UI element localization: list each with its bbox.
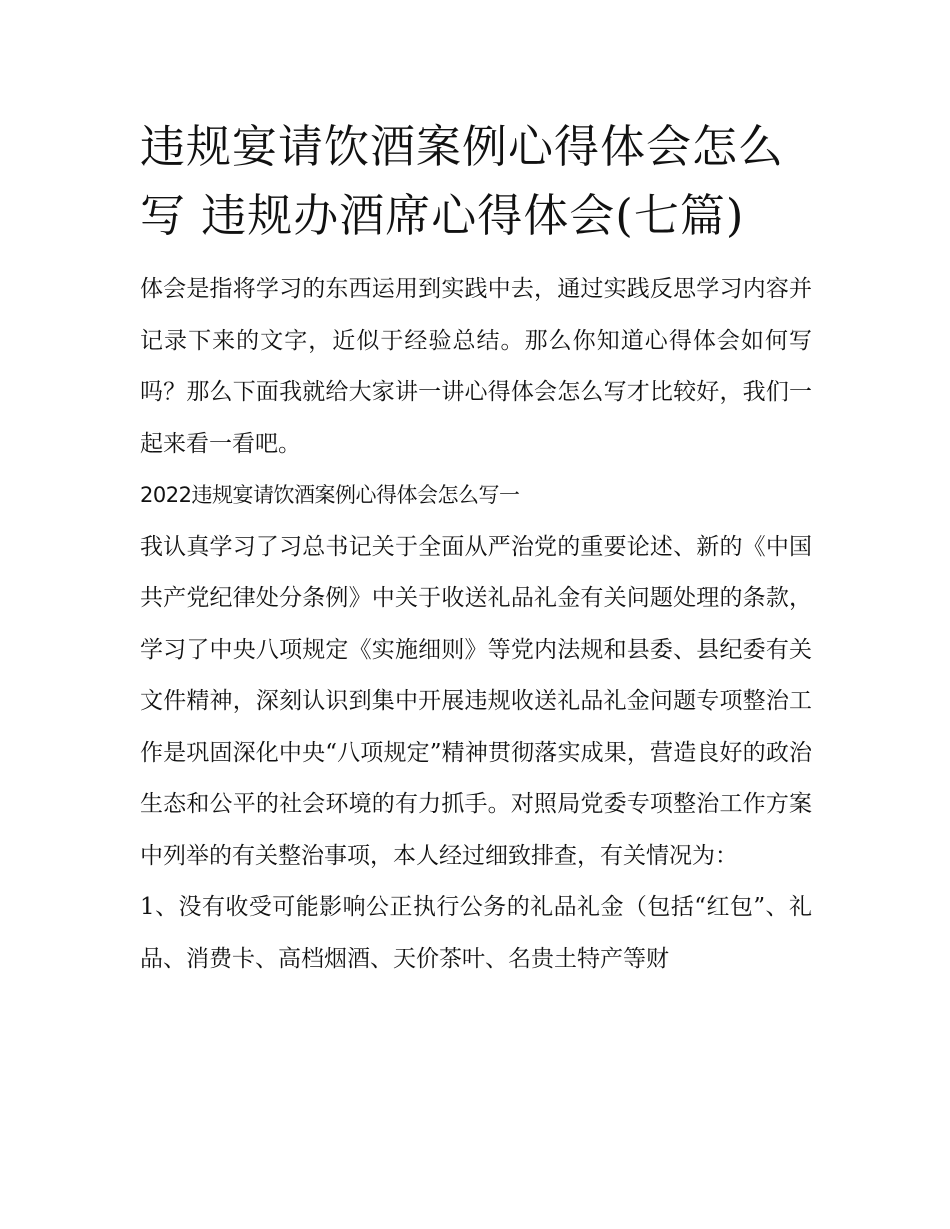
body-paragraph-2: 1、没有收受可能影响公正执行公务的礼品礼金（包括“红包”、礼品、消费卡、高档烟酒、天价茶叶、名贵土特产等财 (140, 894, 812, 972)
body-paragraph-1: 我认真学习了习总书记关于全面从严治党的重要论述、新的《中国共产党纪律处分条例》中关于收送礼品礼金有关问题处理的条款，学习了中央八项规定《实施细则》等党内法规和县委、县纪委有关文件精神，深刻认识到集中开展违规收送礼品礼金问题专项整治工作是巩固深化中央“八项规定”精神贯彻落实成果，营造良好的政治生态和公平的社会环境的有力抓手。对照局党委专项整治工作方案中列举的有关整治事项，本人经过细致排查，有关情况为： (140, 533, 812, 869)
section-heading: 2022违规宴请饮酒案例心得体会怎么写一 (140, 483, 520, 507)
intro-paragraph: 体会是指将学习的东西运用到实践中去，通过实践反思学习内容并记录下来的文字，近似于经验总结。那么你知道心得体会如何写吗？那么下面我就给大家讲一讲心得体会怎么写才比较好，我们一起来看一看吧。 (140, 276, 812, 457)
document-title: 违规宴请饮酒案例心得体会怎么写 违规办酒席心得体会(七篇) (140, 120, 785, 242)
document-page (140, 112, 812, 985)
